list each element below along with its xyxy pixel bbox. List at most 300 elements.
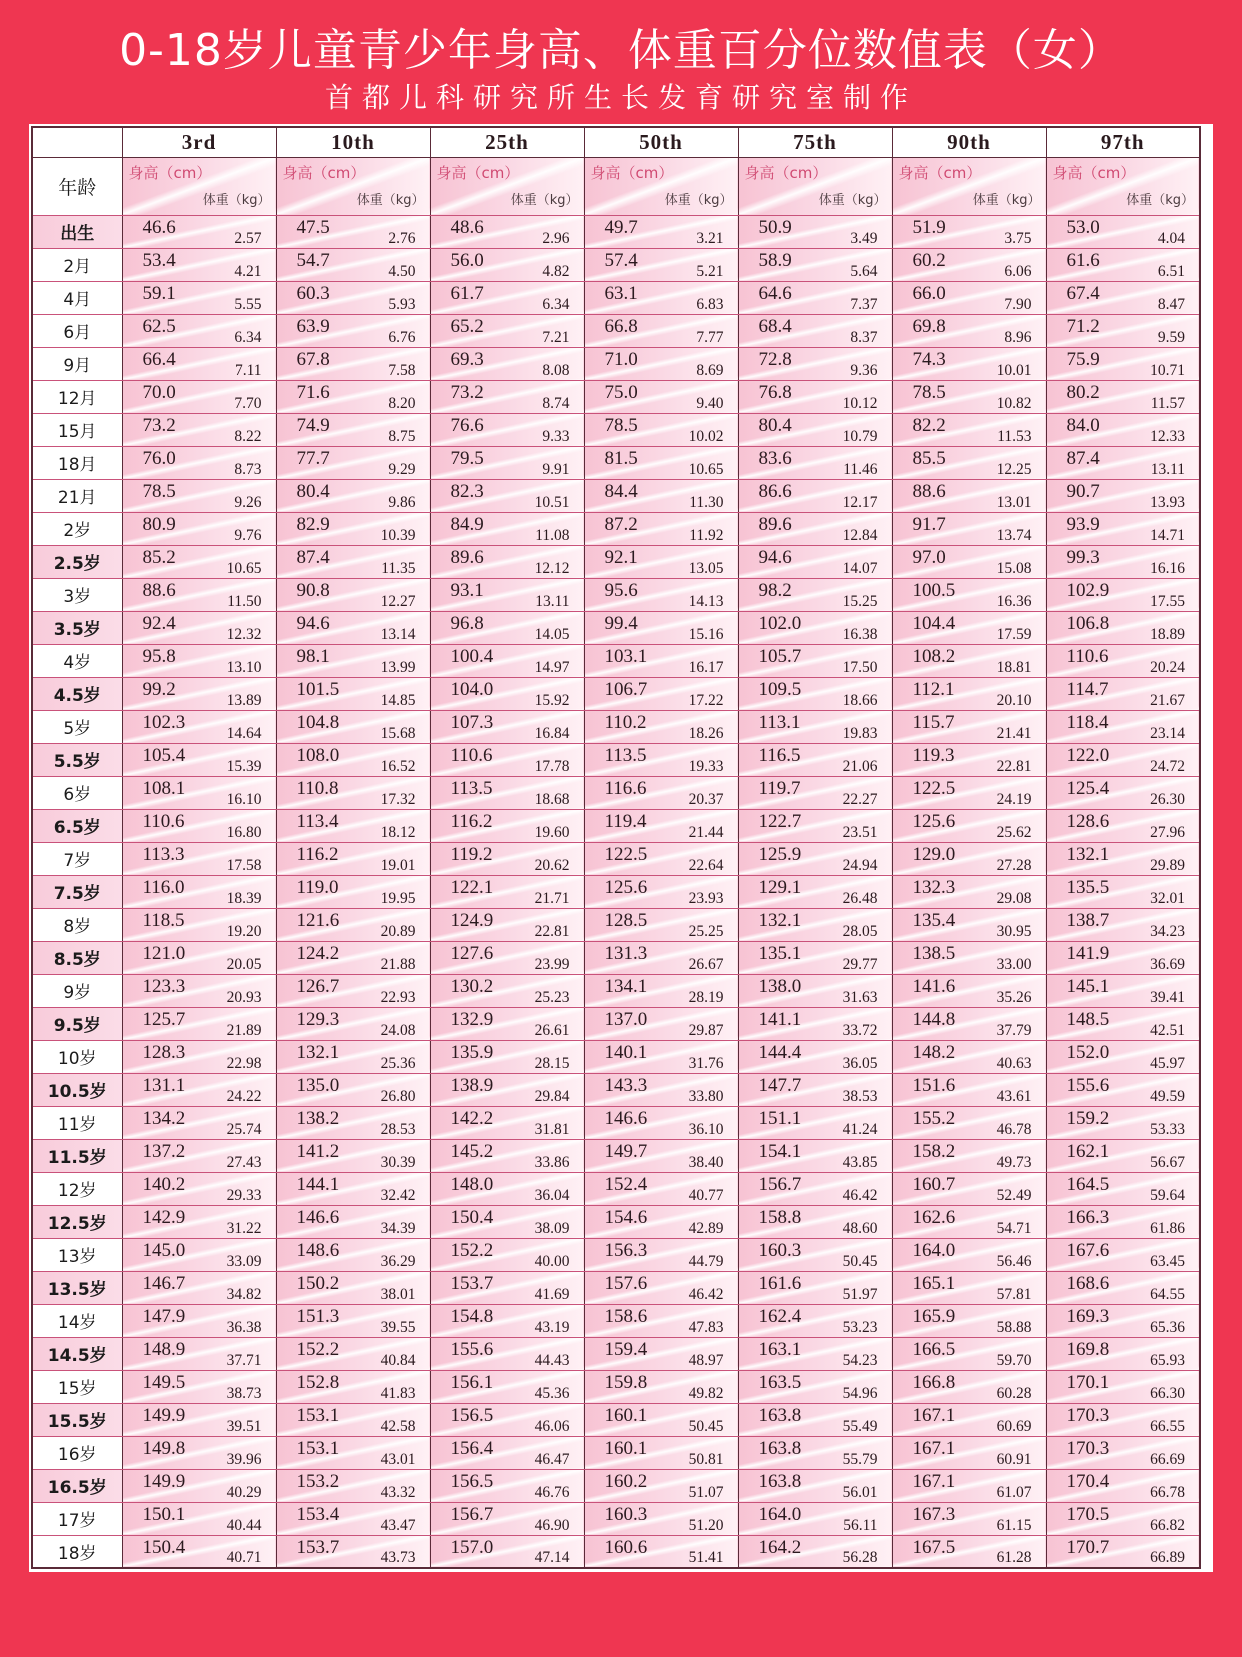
table-row [32,611,1200,644]
percentile-cell [738,1040,892,1073]
percentile-cell [430,479,584,512]
height-value: 161.6 [758,1272,802,1294]
height-value: 151.3 [296,1305,340,1327]
weight-value: 8.73 [234,460,262,478]
percentile-cell [738,677,892,710]
weight-unit-label: 体重（kg） [664,192,733,208]
weight-value: 59.64 [1150,1186,1185,1204]
height-value: 163.8 [758,1404,802,1426]
height-value: 99.2 [142,678,176,700]
weight-value: 24.72 [1150,757,1185,775]
weight-value: 21.67 [1150,691,1185,709]
table-row [32,908,1200,941]
percentile-cell [276,974,430,1007]
percentile-cell [738,512,892,545]
weight-unit-label: 体重（kg） [356,192,425,208]
weight-value: 8.69 [696,361,724,379]
weight-value: 38.09 [534,1219,570,1237]
percentile-cell [1046,1106,1200,1139]
weight-value: 44.79 [688,1252,724,1270]
height-value: 119.0 [296,876,339,898]
weight-value: 25.62 [996,823,1032,841]
height-value: 158.6 [604,1305,648,1327]
weight-value: 12.33 [1150,427,1185,445]
weight-value: 11.08 [535,526,570,544]
height-value: 110.6 [1066,645,1109,667]
percentile-cell [584,1403,738,1436]
height-value: 134.1 [604,975,648,997]
weight-value: 40.71 [226,1549,262,1566]
weight-value: 43.32 [380,1483,416,1501]
weight-value: 20.93 [226,988,262,1006]
percentile-cell [1046,941,1200,974]
percentile-cell [892,248,1046,281]
weight-value: 12.27 [380,592,416,610]
age-cell: 4.5岁 [32,677,122,710]
height-value: 140.1 [604,1041,648,1063]
height-value: 63.9 [296,315,330,337]
height-value: 56.0 [450,249,484,271]
table-row [32,512,1200,545]
percentile-cell [276,1139,430,1172]
height-value: 100.4 [450,645,494,667]
weight-value: 31.81 [534,1120,570,1138]
weight-value: 6.51 [1157,262,1185,280]
weight-value: 12.12 [534,559,570,577]
height-unit-label: 身高（cm） [590,163,674,182]
unit-header-cell [584,157,738,215]
percentile-cell [738,1436,892,1469]
height-value: 132.9 [450,1008,494,1030]
height-value: 64.6 [758,282,792,304]
height-value: 104.4 [912,612,956,634]
height-value: 147.9 [142,1305,186,1327]
percentile-cell [1046,1040,1200,1073]
weight-value: 36.04 [534,1186,570,1204]
height-value: 153.1 [296,1404,340,1426]
height-value: 149.8 [142,1437,186,1459]
percentile-cell [584,908,738,941]
percentile-cell [892,446,1046,479]
weight-value: 15.68 [380,724,416,742]
height-value: 62.5 [142,315,176,337]
height-value: 98.1 [296,645,330,667]
percentile-cell [1046,908,1200,941]
height-value: 75.0 [604,381,638,403]
percentile-cell [584,512,738,545]
weight-value: 7.70 [234,394,262,412]
height-value: 170.5 [1066,1503,1110,1525]
percentile-cell [122,644,276,677]
percentile-cell [276,314,430,347]
table-row [32,842,1200,875]
weight-value: 9.86 [388,493,416,511]
percentile-cell [738,1073,892,1106]
percentile-cell [430,941,584,974]
weight-value: 55.79 [842,1450,878,1468]
height-value: 153.1 [296,1437,340,1459]
height-value: 75.9 [1066,348,1100,370]
weight-value: 25.74 [226,1120,262,1138]
percentile-cell [738,413,892,446]
weight-value: 14.07 [842,559,878,577]
unit-header-cell [276,157,430,215]
percentile-cell [584,677,738,710]
percentile-cell [276,644,430,677]
percentile-cell [584,611,738,644]
weight-value: 17.32 [380,790,416,808]
age-cell: 4岁 [32,644,122,677]
percentile-cell [584,941,738,974]
percentile-cell [738,545,892,578]
percentile-cell [892,677,1046,710]
weight-value: 11.92 [689,526,724,544]
height-value: 170.1 [1066,1371,1110,1393]
weight-value: 13.93 [1150,493,1185,511]
percentile-cell [276,941,430,974]
percentile-cell [892,512,1046,545]
height-value: 167.3 [912,1503,956,1525]
weight-value: 60.91 [996,1450,1032,1468]
height-value: 122.7 [758,810,802,832]
height-unit-label: 身高（cm） [128,163,212,182]
percentile-cell [738,743,892,776]
weight-value: 25.25 [688,922,724,940]
weight-value: 25.23 [534,988,570,1006]
weight-value: 66.89 [1150,1549,1185,1566]
weight-value: 8.75 [388,427,416,445]
height-value: 131.3 [604,942,648,964]
age-header-corner [32,127,122,157]
weight-value: 14.64 [226,724,262,742]
weight-value: 37.71 [226,1351,262,1369]
weight-value: 13.89 [226,691,262,709]
weight-value: 17.55 [1150,592,1185,610]
height-value: 134.2 [142,1107,186,1129]
height-value: 163.5 [758,1371,802,1393]
percentile-cell [122,1238,276,1271]
percentile-cell [430,809,584,842]
percentile-cell [430,1007,584,1040]
weight-value: 15.16 [688,625,724,643]
percentile-cell [276,446,430,479]
height-value: 77.7 [296,447,330,469]
percentile-header: 10th [276,127,430,157]
weight-value: 31.76 [688,1054,724,1072]
height-unit-label: 身高（cm） [744,163,828,182]
height-value: 153.2 [296,1470,340,1492]
height-value: 122.1 [450,876,494,898]
percentile-cell [584,248,738,281]
percentile-cell [584,1007,738,1040]
percentile-cell [122,281,276,314]
weight-value: 21.88 [380,955,416,973]
percentile-cell [1046,1007,1200,1040]
weight-value: 10.65 [226,559,262,577]
weight-value: 14.97 [534,658,570,676]
height-value: 165.9 [912,1305,956,1327]
percentile-cell [584,842,738,875]
weight-value: 10.79 [842,427,878,445]
height-value: 164.0 [912,1239,956,1261]
percentile-cell [430,1238,584,1271]
weight-unit-label: 体重（kg） [1126,192,1194,208]
height-value: 80.4 [296,480,330,502]
height-value: 154.1 [758,1140,802,1162]
percentile-cell [738,1370,892,1403]
weight-value: 56.28 [842,1549,878,1566]
height-value: 160.1 [604,1437,648,1459]
height-value: 115.7 [912,711,955,733]
height-value: 124.2 [296,942,340,964]
weight-value: 46.78 [996,1120,1032,1138]
percentile-cell [738,776,892,809]
percentile-cell [430,413,584,446]
percentile-cell [276,1271,430,1304]
percentile-cell [122,974,276,1007]
height-value: 85.2 [142,546,176,568]
percentile-cell [276,413,430,446]
percentile-cell [892,545,1046,578]
height-value: 151.1 [758,1107,802,1129]
weight-value: 21.41 [996,724,1032,742]
height-value: 101.5 [296,678,340,700]
percentile-cell [1046,1502,1200,1535]
weight-value: 43.73 [380,1549,416,1566]
height-value: 155.6 [1066,1074,1110,1096]
weight-value: 40.29 [226,1483,262,1501]
height-value: 78.5 [912,381,946,403]
percentile-header: 3rd [122,127,276,157]
table-row [32,1535,1200,1568]
percentile-cell [738,941,892,974]
page-title: 0-18岁儿童青少年身高、体重百分位数值表（女） [119,25,1123,76]
height-value: 107.3 [450,711,494,733]
weight-value: 26.80 [380,1087,416,1105]
weight-value: 46.42 [842,1186,878,1204]
percentile-cell [738,1205,892,1238]
height-value: 156.5 [450,1404,494,1426]
weight-value: 49.59 [1150,1087,1185,1105]
height-value: 143.3 [604,1074,648,1096]
percentile-cell [584,1139,738,1172]
percentile-cell [430,1073,584,1106]
age-cell: 5.5岁 [32,743,122,776]
percentile-cell [584,974,738,1007]
table-row [32,1106,1200,1139]
percentile-cell [1046,446,1200,479]
percentile-cell [430,215,584,248]
percentile-cell [1046,248,1200,281]
height-value: 138.2 [296,1107,340,1129]
percentile-cell [276,479,430,512]
height-value: 108.1 [142,777,186,799]
percentile-cell [584,1469,738,1502]
weight-value: 51.41 [688,1549,724,1566]
weight-value: 52.49 [996,1186,1032,1204]
percentile-cell [276,1403,430,1436]
height-value: 132.1 [1066,843,1110,865]
weight-value: 14.05 [534,625,570,643]
percentile-cell [892,1271,1046,1304]
percentile-cell [738,281,892,314]
weight-value: 46.06 [534,1417,570,1435]
height-value: 165.1 [912,1272,956,1294]
weight-value: 15.92 [534,691,570,709]
percentile-cell [1046,1073,1200,1106]
age-cell: 5岁 [32,710,122,743]
percentile-cell [892,1403,1046,1436]
height-value: 155.2 [912,1107,956,1129]
percentile-cell [276,1502,430,1535]
weight-value: 18.66 [842,691,878,709]
percentile-cell [430,1370,584,1403]
height-value: 141.1 [758,1008,802,1030]
height-unit-label: 身高（cm） [898,163,982,182]
percentile-cell [430,1106,584,1139]
table-row [32,710,1200,743]
unit-header-cell [122,157,276,215]
percentile-cell [584,1271,738,1304]
height-value: 106.7 [604,678,648,700]
age-cell: 6.5岁 [32,809,122,842]
height-value: 160.2 [604,1470,648,1492]
height-value: 58.9 [758,249,792,271]
weight-value: 21.44 [688,823,724,841]
percentile-cell [738,479,892,512]
percentile-cell [892,1436,1046,1469]
weight-value: 9.59 [1157,328,1185,346]
height-value: 70.0 [142,381,176,403]
percentile-cell [584,1073,738,1106]
weight-value: 11.57 [1150,394,1185,412]
percentile-cell [738,446,892,479]
percentile-cell [1046,644,1200,677]
weight-value: 47.83 [688,1318,724,1336]
age-cell: 16岁 [32,1436,122,1469]
age-cell: 14.5岁 [32,1337,122,1370]
weight-value: 46.42 [688,1285,724,1303]
height-value: 150.4 [450,1206,494,1228]
weight-value: 49.82 [688,1384,724,1402]
table-row [32,215,1200,248]
weight-value: 19.60 [534,823,570,841]
percentile-cell [430,842,584,875]
height-value: 46.6 [142,216,176,238]
table-row [32,1073,1200,1106]
height-unit-label: 身高（cm） [436,163,520,182]
weight-value: 12.84 [842,526,878,544]
weight-value: 66.78 [1150,1483,1185,1501]
percentile-cell [276,677,430,710]
height-value: 72.8 [758,348,792,370]
age-cell: 13.5岁 [32,1271,122,1304]
percentile-cell [276,1040,430,1073]
weight-value: 16.84 [534,724,570,742]
height-value: 122.5 [604,843,648,865]
height-value: 82.2 [912,414,946,436]
weight-value: 56.01 [842,1483,878,1501]
weight-value: 8.37 [850,328,878,346]
height-value: 84.9 [450,513,484,535]
weight-value: 24.22 [226,1087,262,1105]
weight-value: 8.20 [388,394,416,412]
percentile-cell [1046,413,1200,446]
percentile-cell [892,644,1046,677]
percentile-cell [584,446,738,479]
age-cell: 出生 [32,215,122,248]
age-cell: 11.5岁 [32,1139,122,1172]
weight-value: 10.39 [380,526,416,544]
height-value: 150.4 [142,1536,186,1558]
height-value: 148.5 [1066,1008,1110,1030]
weight-value: 29.08 [996,889,1032,907]
weight-value: 61.07 [996,1483,1032,1501]
height-value: 135.4 [912,909,956,931]
weight-value: 40.00 [534,1252,570,1270]
weight-value: 19.01 [380,856,416,874]
percentile-cell [430,248,584,281]
weight-value: 51.07 [688,1483,724,1501]
height-value: 145.2 [450,1140,494,1162]
height-value: 82.9 [296,513,330,535]
percentile-cell [430,1436,584,1469]
weight-value: 20.10 [996,691,1032,709]
weight-value: 9.26 [234,493,262,511]
percentile-cell [430,1304,584,1337]
weight-value: 14.13 [688,592,724,610]
height-value: 102.0 [758,612,802,634]
height-value: 98.2 [758,579,792,601]
weight-value: 28.53 [380,1120,416,1138]
age-cell: 12.5岁 [32,1205,122,1238]
weight-value: 56.11 [843,1516,878,1534]
percentile-cell [276,776,430,809]
weight-value: 26.67 [688,955,724,973]
weight-value: 15.39 [226,757,262,775]
percentile-cell [122,1337,276,1370]
percentile-cell [738,842,892,875]
weight-value: 7.21 [542,328,570,346]
percentile-cell [738,974,892,1007]
table-row [32,1436,1200,1469]
percentile-cell [738,1271,892,1304]
table-row [32,1238,1200,1271]
age-cell: 2.5岁 [32,545,122,578]
percentile-cell [122,1436,276,1469]
height-value: 66.8 [604,315,638,337]
weight-value: 16.16 [1150,559,1185,577]
weight-value: 51.20 [688,1516,724,1534]
percentile-cell [892,578,1046,611]
weight-value: 16.38 [842,625,878,643]
weight-value: 60.28 [996,1384,1032,1402]
table-row [32,776,1200,809]
weight-unit-label: 体重（kg） [510,192,579,208]
weight-value: 54.71 [996,1219,1032,1237]
weight-value: 43.85 [842,1153,878,1171]
height-value: 154.8 [450,1305,494,1327]
height-value: 114.7 [1066,678,1109,700]
weight-value: 59.70 [996,1351,1032,1369]
percentile-cell [122,842,276,875]
weight-value: 21.06 [842,757,878,775]
height-value: 142.9 [142,1206,186,1228]
percentile-cell [738,1535,892,1568]
weight-value: 18.26 [688,724,724,742]
weight-value: 17.59 [996,625,1032,643]
percentile-cell [584,314,738,347]
